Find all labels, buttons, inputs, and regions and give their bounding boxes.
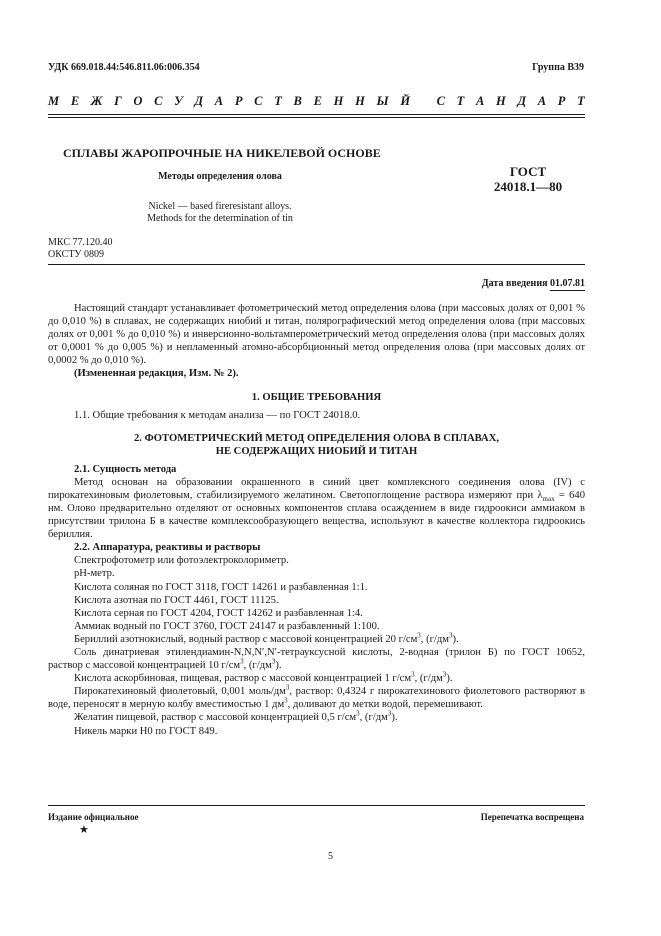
banner-letter: С xyxy=(154,94,163,108)
section-2-heading xyxy=(48,432,585,458)
section-2-heading-line: 2. ФОТОМЕТРИЧЕСКИЙ МЕТОД ОПРЕДЕЛЕНИЯ ОЛОВА В СПЛАВАХ, xyxy=(133,432,500,444)
superscript: 3 xyxy=(271,657,276,666)
banner-letter: Т xyxy=(456,94,465,108)
reagent-item: Спектрофотометр или фотоэлектроколориметр. xyxy=(74,555,289,567)
banner-letter: Н xyxy=(355,94,365,108)
udk-code: УДК 669.018.44:546.811.06:006.354 xyxy=(48,62,200,73)
banner-letter: Т xyxy=(577,94,585,108)
english-title-line: Nickel — based fireresistant alloys. xyxy=(148,201,292,212)
section-1-heading: 1. ОБЩИЕ ТРЕБОВАНИЯ xyxy=(251,391,382,403)
text-run: ). xyxy=(446,673,453,685)
gost-code: 24018.1—80 xyxy=(493,179,563,194)
superscript: 3 xyxy=(240,657,244,666)
section-2-heading-line: НЕ СОДЕРЖАЩИХ НИОБИЙ И ТИТАН xyxy=(215,445,418,457)
text-run: Желатин пищевой, раствор с массовой концентрацией 0,5 г/см xyxy=(74,712,357,724)
text-run: , (г/дм xyxy=(359,712,388,724)
text-run: Кислота аскорбиновая, пищевая, раствор с массовой концентрацией 1 г/см xyxy=(74,673,412,685)
banner-letter: Р xyxy=(234,94,243,108)
superscript: 3 xyxy=(387,709,392,718)
reagent-item: Кислота соляная по ГОСТ 3118, ГОСТ 14261 и разбавленная 1:1. xyxy=(74,581,368,593)
gost-label: ГОСТ xyxy=(509,164,547,179)
banner-letter: Т xyxy=(274,94,282,108)
clause-2-1-heading: 2.1. Сущность метода xyxy=(74,463,177,475)
text-run: , доливают до метки водой, перемешивают. xyxy=(287,699,483,711)
superscript: 3 xyxy=(284,696,288,705)
reagent-item: Кислота серная по ГОСТ 4204, ГОСТ 14262 и разбавленная 1:4. xyxy=(74,607,363,619)
banner-letter: А xyxy=(537,94,547,108)
banner-letter: Д xyxy=(194,94,204,108)
text-run: , (г/дм xyxy=(243,660,272,672)
page-number: 5 xyxy=(328,851,333,862)
banner-letter: М xyxy=(48,94,60,108)
okstu-code: ОКСТУ 0809 xyxy=(48,248,105,260)
gost-number xyxy=(478,164,578,194)
text-run: ). xyxy=(391,712,398,724)
subscript: max xyxy=(542,494,555,503)
banner-letter: В xyxy=(293,94,302,108)
clause-2-1-text xyxy=(48,476,585,541)
banner-letter: А xyxy=(476,94,485,108)
banner-letter: Ж xyxy=(90,94,103,108)
effective-date-value: 01.07.81 xyxy=(550,278,585,289)
banner-letter: О xyxy=(133,94,143,108)
document-body xyxy=(48,302,585,738)
standard-banner xyxy=(48,94,585,109)
reagent-item: Аммиак водный по ГОСТ 3760, ГОСТ 24147 и разбавленный 1:100. xyxy=(74,620,380,632)
text-run: , раствор: 0,4324 г пирокатехинового фиолетового растворяют в воде, переносят в мерную колбу вместимостью 1 дм xyxy=(48,686,585,711)
english-title xyxy=(75,201,365,225)
banner-letter: Й xyxy=(400,94,411,108)
classification-codes xyxy=(48,237,112,260)
superscript: 3 xyxy=(442,670,447,679)
header-double-rule xyxy=(48,114,585,118)
text-run: Пирокатехиновый фиолетовый, 0,001 моль/дм xyxy=(74,686,286,698)
banner-letter: Ы xyxy=(376,94,389,108)
banner-space xyxy=(422,94,425,109)
title-rule xyxy=(48,264,585,265)
group-code: Группа В39 xyxy=(532,62,584,73)
reagent-item: Никель марки Н0 по ГОСТ 849. xyxy=(74,725,218,737)
text-run: , (г/дм xyxy=(420,633,450,645)
reagent-item xyxy=(48,646,585,672)
banner-letter: Е xyxy=(313,94,322,108)
text-run: , (г/дм xyxy=(414,673,443,685)
text-run: Метод основан на образовании окрашенного в синий цвет комплексного соединения олова (IV) с пирокатехиновым фиолетовым, стабилизируемого желатином. Светопоглощение раствора измеряют при λ xyxy=(48,476,585,501)
banner-letter: Е xyxy=(70,94,80,108)
effective-date-label: Дата введения xyxy=(481,278,548,289)
banner-letter: Д xyxy=(517,94,527,108)
banner-letter: С xyxy=(254,94,263,108)
text-run: = 640 нм. Олово предварительно отделяют от основных компонентов сплава осаждением в виде гидроокиси аммиаком в присутствии трилона Б в качестве комплексообразующего вещества, используют в качестве коллектора гидроокись бериллия. xyxy=(48,489,585,541)
superscript: 3 xyxy=(411,670,415,679)
superscript: 3 xyxy=(356,709,360,718)
text-run: ). xyxy=(452,633,459,645)
superscript: 3 xyxy=(285,683,290,692)
reagent-item: pH-метр. xyxy=(74,568,115,580)
text-run: Соль динатриевая этилендиамин-N,N,N′,N′-тетрауксусной кислоты, 2-водная (трилон Б) по ГОСТ 10652, раствор с массовой концентрацией 10 г/см xyxy=(48,646,585,672)
superscript: 3 xyxy=(449,631,453,640)
revision-note: (Измененная редакция, Изм. № 2). xyxy=(74,368,239,380)
intro-paragraph: Настоящий стандарт устанавливает фотометрический метод определения олова (при массовых долях от 0,001 % до 0,010 %) в сплавах, не содержащих ниобий и титан, полярографический метод определения олова (при массовых долях от 0,001 % до 0,010 %) и инверсионно-вольтамперометрический метод определения олова (при массовых долях от 0,0001 % до 0,005 %) и непламенный атомно-абсорбционный метод определения олова (при массовых долях от 0,0002 % до 0,010 %). xyxy=(48,303,585,367)
banner-letter: Н xyxy=(333,94,344,108)
text-run: ). xyxy=(275,660,282,672)
star-icon: ★ xyxy=(79,824,89,836)
reagent-item xyxy=(48,711,585,724)
banner-letter: Р xyxy=(557,94,566,108)
english-title-line: Methods for the determination of tin xyxy=(147,213,293,224)
reagent-item xyxy=(48,672,585,685)
text-run: Бериллий азотнокислый, водный раствор с массовой концентрацией 20 г/см xyxy=(74,633,418,645)
footer-rule xyxy=(48,805,585,806)
document-title: СПЛАВЫ ЖАРОПРОЧНЫЕ НА НИКЕЛЕВОЙ ОСНОВЕ xyxy=(63,146,381,160)
banner-letter: А xyxy=(214,94,224,108)
mks-code: МКС 77.120.40 xyxy=(48,237,113,248)
official-edition-label: Издание официальное xyxy=(48,812,139,822)
banner-letter: У xyxy=(174,94,183,108)
effective-date xyxy=(482,278,585,289)
banner-letter: С xyxy=(436,94,445,108)
reagent-item xyxy=(48,685,585,711)
reprint-prohibited-label: Перепечатка воспрещена xyxy=(480,812,584,822)
reagent-item: Кислота азотная по ГОСТ 4461, ГОСТ 11125. xyxy=(74,594,279,606)
superscript: 3 xyxy=(417,631,421,640)
document-subtitle: Методы определения олова xyxy=(158,171,282,182)
reagent-item xyxy=(48,633,585,646)
banner-letter: Н xyxy=(496,94,506,108)
banner-letter: Г xyxy=(114,94,122,108)
clause-1-1: 1.1. Общие требования к методам анализа — по ГОСТ 24018.0. xyxy=(74,409,361,421)
clause-2-2-heading: 2.2. Аппаратура, реактивы и растворы xyxy=(74,542,261,554)
